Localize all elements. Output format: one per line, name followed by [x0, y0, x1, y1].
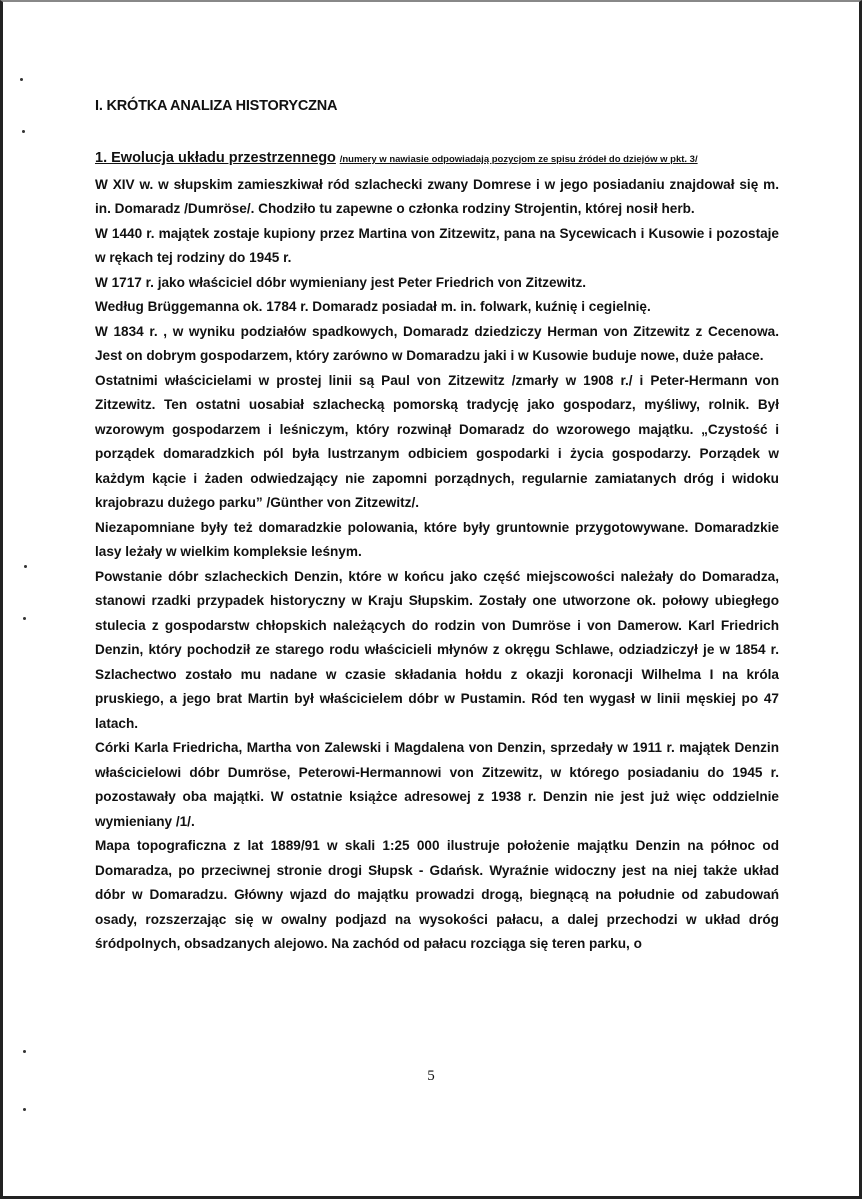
paragraph: Niezapomniane były też domaradzkie polowania, które były gruntownie przygotowywane. Domaradzkie lasy leżały w wielkim kompleksie leśnym. [95, 519, 779, 559]
section-heading: 1. Ewolucja układu przestrzennego [95, 150, 336, 166]
paragraph: Według Brüggemanna ok. 1784 r. Domaradz posiadał m. in. folwark, kuźnię i cegielnię. [95, 299, 651, 314]
page-number: 5 [427, 1068, 435, 1084]
scan-speck [23, 1050, 26, 1053]
paragraph: W 1717 r. jako właściciel dóbr wymieniany jest Peter Friedrich von Zitzewitz. [95, 274, 587, 290]
document-title: I. KRÓTKA ANALIZA HISTORYCZNA [95, 98, 338, 114]
section-heading-line [95, 146, 779, 173]
scan-speck [20, 78, 23, 81]
paragraph: Powstanie dóbr szlacheckich Denzin, które w końcu jako część miejscowości należały do Domaradza, stanowi rzadki przypadek historyczny w Kraju Słupskim. Zostały one utworzone ok. połowy ubiegłego stulecia z gospodarstw chłopskich należących do rodzin von Dumröse i von Damerow. Karl Friedrich Denzin, który pochodził ze starego rodu właścicieli młynów z okręgu Schlawe, odziadziczył je w 1854 r. Szlachectwo zostało mu nadane w czasie składania hołdu z okazji koronacji Wilhelma I na króla pruskiego, a jego brat Martin był właścicielem dóbr w Pustamin. Ród ten wygasł w linii męskiej po 47 latach. [95, 568, 779, 731]
section-note: /numery w nawiasie odpowiadają pozycjom ze spisu źródeł do dziejów w pkt. 3/ [339, 154, 698, 165]
paragraph: Córki Karla Friedricha, Martha von Zalewski i Magdalena von Denzin, sprzedały w 1911 r. majątek Denzin właścicielowi dóbr Dumröse, Peterowi-Hermannowi von Zitzewitz, w którego posiadaniu do 1945 r. pozostawały oba majątki. W ostatnie książce adresowej z 1938 r. Denzin nie jest już więc oddzielnie wymieniany /1/. [95, 740, 779, 829]
paragraph: Mapa topograficzna z lat 1889/91 w skali 1:25 000 ilustruje położenie majątku Denzin na północ od Domaradza, po przeciwnej stronie drogi Słupsk - Gdańsk. Wyraźnie widoczny jest na niej także układ dóbr w Domaradzu. Główny wjazd do majątku prowadzi drogą, biegnącą na południe od zabudowań osady, rozszerzając się w owalny podjazd na wysokości pałacu, a dalej przechodzi w układ dróg śródpolnych, obsadzanych alejowo. Na zachód od pałacu rozciąga się teren parku, o [95, 838, 779, 951]
paragraph: W 1834 r. , w wyniku podziałów spadkowych, Domaradz dziedziczy Herman von Zitzewitz z Cecenowa. Jest on dobrym gospodarzem, który zarówno w Domaradzu jaki i w Kusowie buduje nowe, duże pałace. [95, 323, 779, 363]
scan-speck [23, 1108, 26, 1111]
paragraph: W 1440 r. majątek zostaje kupiony przez Martina von Zitzewitz, pana na Sycewicach i Kusowie i pozostaje w rękach tej rodziny do 1945 r. [95, 225, 779, 265]
paragraph: Ostatnimi właścicielami w prostej linii są Paul von Zitzewitz /zmarły w 1908 r./ i Peter-Hermann von Zitzewitz. Ten ostatni uosabiał szlachecką pomorską tradycję jako gospodarz, myśliwy, rolnik. Był wzorowym gospodarzem i leśniczym, który rozwinął Domaradz do wzorowego majątku. „Czystość i porządek domaradzkich pól była lustrzanym odbiciem gospodarki i życia gospodarzy. Porządek w każdym kącie i żaden odwiedzający nie zapomni porządnych, regularnie zamiatanych dróg i widoku krajobrazu dużego parku” /Günther von Zitzewitz/. [95, 372, 779, 510]
scan-speck [24, 565, 27, 568]
paragraph: W XIV w. w słupskim zamieszkiwał ród szlachecki zwany Domrese i w jego posiadaniu znajdował się m. in. Domaradz /Dumröse/. Chodziło tu zapewne o członka rodziny Strojentin, której nosił herb. [95, 176, 779, 216]
scan-speck [23, 617, 26, 620]
document-body [95, 146, 779, 957]
scan-speck [22, 130, 25, 133]
